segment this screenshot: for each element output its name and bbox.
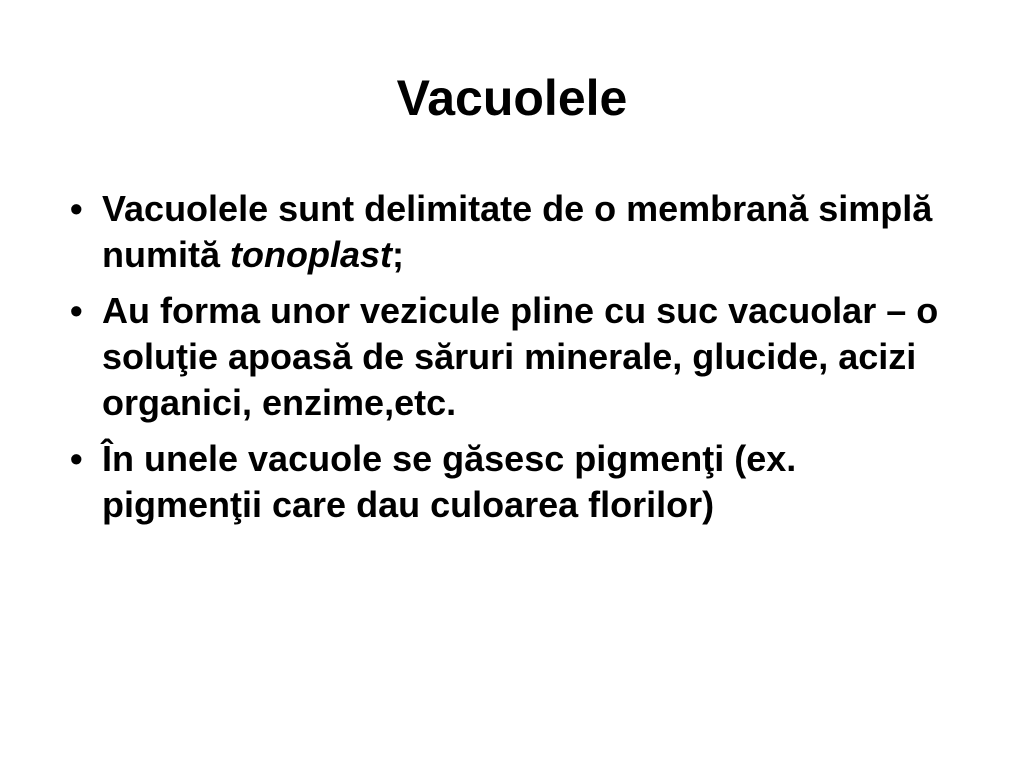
bullet-text-2: Au forma unor vezicule pline cu suc vacuolar – o soluţie apoasă de săruri minerale, glucide, acizi organici, enzime,etc. <box>102 290 939 423</box>
bullet-icon: • <box>70 290 83 331</box>
bullet-item-2 <box>60 288 940 426</box>
bullet-text-1-part-1: Vacuolele sunt delimitate de o membrană simplă numită <box>102 188 933 275</box>
bullet-list <box>60 186 940 538</box>
bullet-text-1-part-2: ; <box>392 234 404 275</box>
slide-title: Vacuolele <box>396 70 628 126</box>
bullet-icon: • <box>70 188 83 229</box>
bullet-text-3: În unele vacuole se găsesc pigmenţi (ex. pigmenţii care dau culoarea florilor) <box>102 438 797 525</box>
bullet-icon: • <box>70 438 83 479</box>
bullet-item-3 <box>60 436 940 528</box>
bullet-item-1 <box>60 186 940 278</box>
bullet-text-1-italic-term: tonoplast <box>230 234 392 275</box>
